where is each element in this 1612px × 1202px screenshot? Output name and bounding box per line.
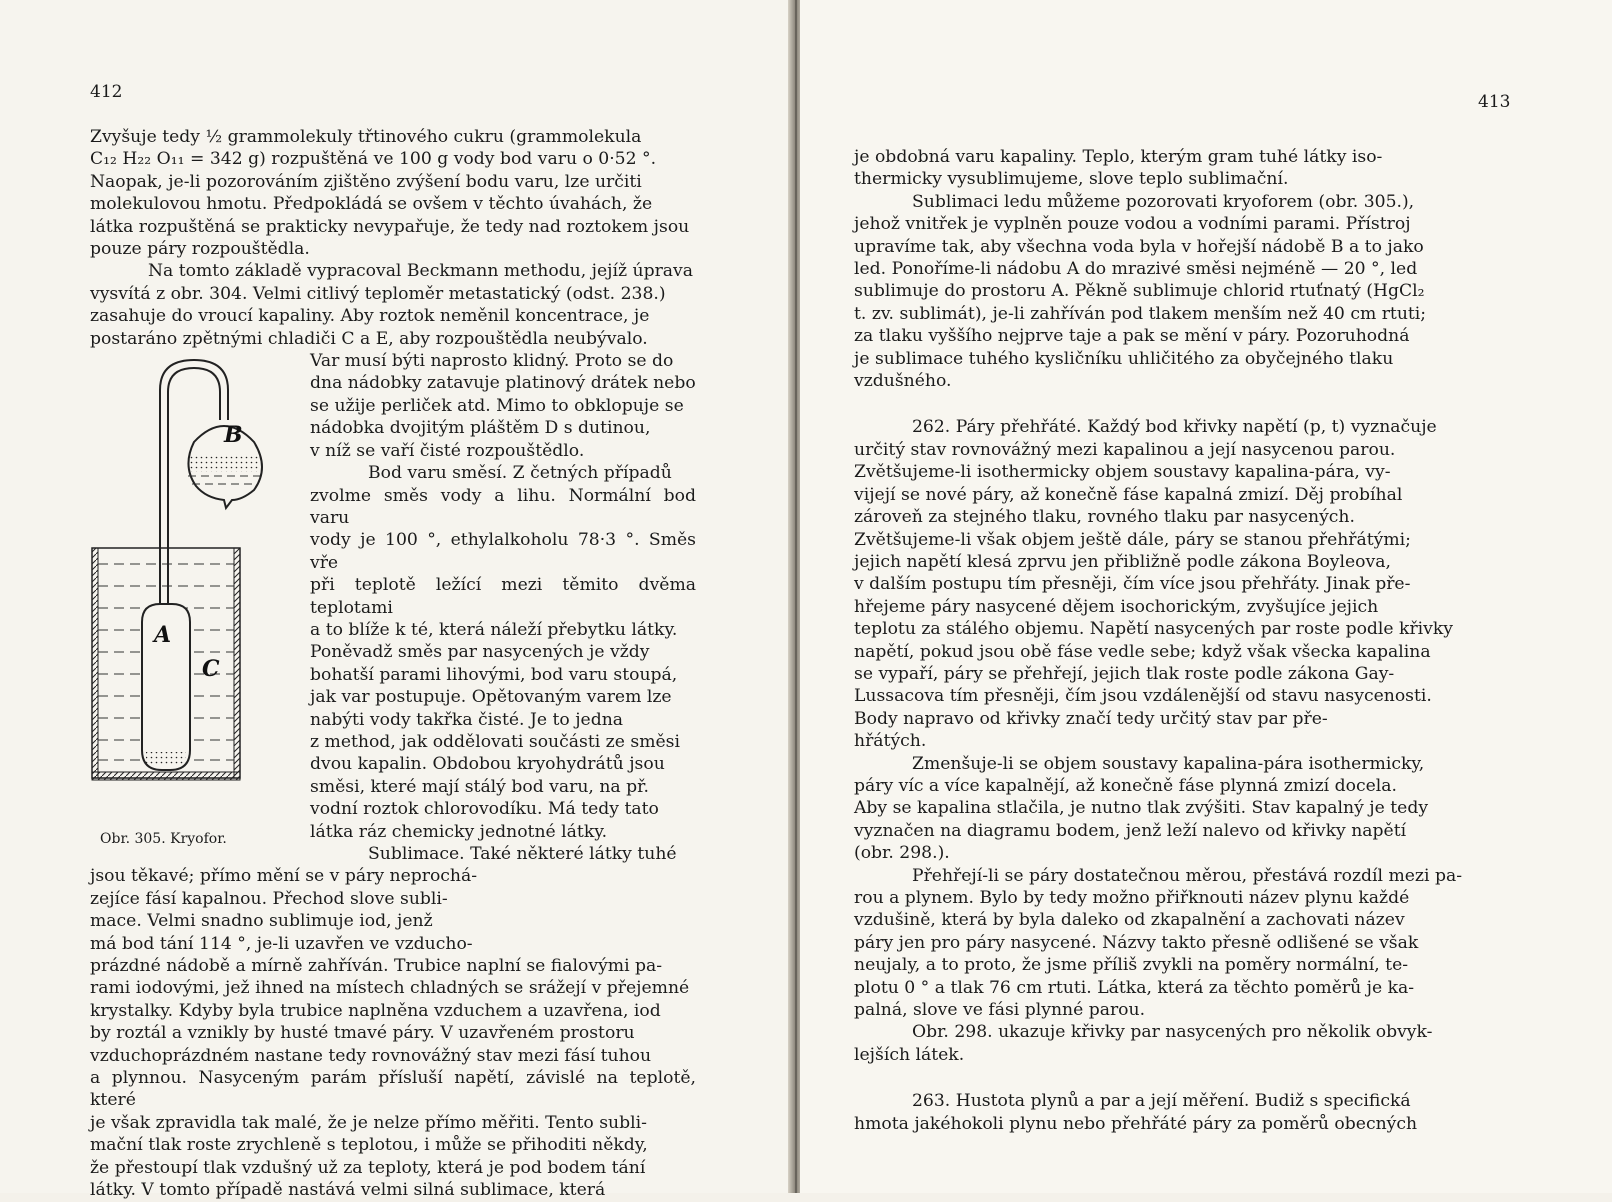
text-line: látka rozpuštěná se prakticky nevypařuje, že tedy nad roztokem jsou xyxy=(90,216,690,237)
text-line: nádobka dvojitým pláštěm D s dutinou, xyxy=(310,418,651,439)
text-line: a plynnou. Nasyceným parám přísluší napětí, závislé na teplotě, které xyxy=(90,1068,696,1111)
text-line: že přestoupí tlak vzdušný už za teploty, která je pod bodem tání xyxy=(90,1157,646,1178)
text-line: teplotu za stálého objemu. Napětí nasycených par roste podle křivky xyxy=(854,619,1454,640)
text-line: led. Ponoříme-li nádobu A do mrazivé směsi nejméně — 20 °, led xyxy=(854,259,1418,280)
figure-caption: Obr. 305. Kryofor. xyxy=(100,831,227,848)
text-line: Lussacova tím přesněji, čím jsou vzdálenější od stavu nasycenosti. xyxy=(854,686,1432,707)
right-page xyxy=(800,0,1612,1193)
text-line: je obdobná varu kapaliny. Teplo, kterým gram tuhé látky iso- xyxy=(854,147,1383,167)
text-line: Zmenšuje-li se objem soustavy kapalina-pára isothermicky, xyxy=(912,753,1425,774)
text-line: mační tlak roste zrychleně s teplotou, i může se přihoditi někdy, xyxy=(90,1135,648,1156)
text-line: C₁₂ H₂₂ O₁₁ = 342 g) rozpuštěná ve 100 g vody bod varu o 0·52 °. xyxy=(90,149,657,170)
text-line: Zvyšuje tedy ½ grammolekuly třtinového cukru (grammolekula xyxy=(90,127,642,147)
text-line: neujaly, a to proto, že jsme příliš zvykli na poměry normální, te- xyxy=(854,955,1409,976)
text-line: (obr. 298.). xyxy=(854,843,950,864)
kryofor-illustration xyxy=(84,350,300,820)
text-line: Poněvadž směs par nasycených je vždy xyxy=(310,642,650,663)
text-line: zasahuje do vroucí kapaliny. Aby roztok neměnil koncentrace, je xyxy=(90,306,650,327)
text-line: molekulovou hmotu. Předpokládá se ovšem v těchto úvahách, že xyxy=(90,194,653,215)
text-line: látka ráz chemicky jednotné látky. xyxy=(310,821,608,842)
label-b: B xyxy=(224,422,243,449)
text-line: prázdné nádobě a mírně zahříván. Trubice naplní se fialovými pa- xyxy=(90,956,663,977)
text-line: zejíce fásí kapalnou. Přechod slove subli- xyxy=(90,888,448,909)
text-line: vijejí se nové páry, až konečně fáse kapalná zmizí. Děj probíhal xyxy=(854,484,1403,505)
right-text xyxy=(854,146,1462,1135)
label-c: C xyxy=(202,656,220,683)
text-line: za tlaku vyššího nejprve taje a pak se mění v páry. Pozoruhodná xyxy=(854,326,1410,347)
text-line: je sublimace tuhého kysličníku uhličitého za obyčejného tlaku xyxy=(854,348,1394,369)
text-line: Aby se kapalina stlačila, je nutno tlak zvýšiti. Stav kapalný je tedy xyxy=(854,798,1429,819)
text-line: je však zpravidla tak malé, že je nelze přímo měřiti. Tento subli- xyxy=(90,1112,647,1133)
text-line: při teplotě ležící mezi těmito dvěma teplotami xyxy=(310,575,696,618)
text-line: Var musí býti naprosto klidný. Proto se do xyxy=(310,351,674,372)
text-line: se vypaří, páry se přehřejí, jejich tlak roste podle zákona Gay- xyxy=(854,663,1395,684)
text-line: rami iodovými, jež ihned na místech chladných se srážejí v přejemné xyxy=(90,978,690,999)
text-line: plotu 0 ° a tlak 76 cm rtuti. Látka, která za těchto poměrů je ka- xyxy=(854,977,1415,998)
text-line: vzduchoprázdném nastane tedy rovnovážný stav mezi fásí tuhou xyxy=(90,1045,652,1066)
text-line: by roztál a vznikly by husté tmavé páry. V uzavřeném prostoru xyxy=(90,1023,635,1044)
text-line: hmota jakéhokoli plynu nebo přehřáté páry za poměrů obecných xyxy=(854,1113,1418,1134)
text-line: nabýti vody takřka čisté. Je to jedna xyxy=(310,709,624,730)
text-line: jehož vnitřek je vyplněn pouze vodou a vodními parami. Přístroj xyxy=(854,214,1411,235)
text-line: Na tomto základě vypracoval Beckmann methodu, jejíž úprava xyxy=(148,261,694,282)
text-line: a to blíže k té, která náleží přebytku látky. xyxy=(310,619,678,640)
text-line: v dalším postupu tím přesněji, čím více jsou přehřáty. Jinak pře- xyxy=(854,574,1411,595)
text-line: zvolme směs vody a lihu. Normální bod varu xyxy=(310,485,696,528)
text-line: Sublimace. Také některé látky tuhé xyxy=(368,844,677,864)
text-line: látky. V tomto případě nastává velmi silná sublimace, která xyxy=(90,1180,606,1201)
text-line: v níž se vaří čisté rozpouštědlo. xyxy=(310,440,585,461)
text-line: Zvětšujeme-li však objem ještě dále, páry se stanou přehřátými; xyxy=(854,529,1411,550)
text-line: napětí, pokud jsou obě fáse vedle sebe; když však všecka kapalina xyxy=(854,641,1431,662)
text-line: sublimuje do prostoru A. Pěkně sublimuje chlorid rtuťnatý (HgCl₂ xyxy=(854,281,1425,302)
text-line: páry víc a více kapalnějí, až konečně fáse plynná zmizí docela. xyxy=(854,775,1397,796)
left-page xyxy=(0,0,792,1201)
text-line: směsi, které mají stálý bod varu, na př. xyxy=(310,776,649,797)
text-line: upravíme tak, aby všechna voda byla v hořejší nádobě B a to jako xyxy=(854,236,1424,257)
text-line: vysvítá z obr. 304. Velmi citlivý teploměr metastatický (odst. 238.) xyxy=(90,283,666,304)
text-line: vyznačen na diagramu bodem, jenž leží nalevo od křivky napětí xyxy=(854,820,1407,841)
label-a: A xyxy=(154,622,172,649)
text-line: Sublimaci ledu můžeme pozorovati kryoforem (obr. 305.), xyxy=(912,191,1415,212)
text-line: Obr. 298. ukazuje křivky par nasycených pro několik obvyk- xyxy=(912,1022,1433,1043)
text-line: z method, jak oddělovati součásti ze směsi xyxy=(310,731,680,752)
text-line: hřátých. xyxy=(854,731,927,752)
text-line: vzdušného. xyxy=(854,371,952,392)
text-line: zároveň za stejného tlaku, rovného tlaku par nasycených. xyxy=(854,507,1355,528)
text-line: pouze páry rozpouštědla. xyxy=(90,239,310,260)
page-number: 413 xyxy=(1478,92,1511,112)
text-line: Bod varu směsí. Z četných případů xyxy=(368,463,672,484)
section-263-heading: 263. Hustota plynů a par a její měření. Budiž s specifická xyxy=(912,1091,1411,1112)
text-line: thermicky vysublimujeme, slove teplo sublimační. xyxy=(854,169,1289,190)
left-text xyxy=(90,126,696,1202)
text-line: palná, slove ve fási plynné parou. xyxy=(854,1000,1146,1021)
text-line: Body napravo od křivky značí tedy určitý stav par pře- xyxy=(854,708,1328,729)
text-line: hřejeme páry nasycené dějem isochorickým, zvyšujíce jejich xyxy=(854,596,1379,617)
text-line: jsou těkavé; přímo mění se v páry neprochá- xyxy=(90,866,478,887)
text-line: t. zv. sublimát), je-li zahříván pod tlakem menším než 40 cm rtuti; xyxy=(854,303,1427,324)
text-line: dvou kapalin. Obdobou kryohydrátů jsou xyxy=(310,754,665,775)
text-line: postaráno zpětnými chladiči C a E, aby rozpouštědla neubývalo. xyxy=(90,328,648,349)
text-line: Zvětšujeme-li isothermicky objem soustavy kapalina-pára, vy- xyxy=(854,462,1391,483)
text-line: dna nádobky zatavuje platinový drátek nebo xyxy=(310,373,696,394)
section-262-heading: 262. Páry přehřáté. Každý bod křivky napětí (p, t) vyznačuje xyxy=(912,417,1437,438)
text-line: mace. Velmi snadno sublimuje iod, jenž xyxy=(90,911,433,932)
page-number: 412 xyxy=(90,82,123,102)
text-line: vody je 100 °, ethylalkoholu 78·3 °. Směs vře xyxy=(310,530,696,573)
text-line: jejich napětí klesá zprvu jen přibližně podle zákona Boyleova, xyxy=(854,551,1391,572)
text-line: lejších látek. xyxy=(854,1044,965,1065)
text-line: se užije perliček atd. Mimo to obklopuje se xyxy=(310,395,684,416)
text-line: páry jen pro páry nasycené. Názvy takto přesně odlišené se však xyxy=(854,932,1419,953)
text-line: jak var postupuje. Opětovaným varem lze xyxy=(310,687,672,708)
text-line: vodní roztok chlorovodíku. Má tedy tato xyxy=(310,799,659,820)
figure-kryofor xyxy=(90,350,300,856)
text-line: Přehřejí-li se páry dostatečnou měrou, přestává rozdíl mezi pa- xyxy=(912,865,1463,886)
text-line: určitý stav rovnovážný mezi kapalinou a její nasycenou parou. xyxy=(854,439,1396,460)
text-line: krystalky. Kdyby byla trubice naplněna vzduchem a uzavřena, iod xyxy=(90,1000,661,1021)
text-line: rou a plynem. Bylo by tedy možno přiřknouti název plynu každé xyxy=(854,888,1410,908)
text-line: má bod tání 114 °, je-li uzavřen ve vzducho- xyxy=(90,933,473,954)
text-line: bohatší parami lihovými, bod varu stoupá, xyxy=(310,664,678,685)
text-line: vzdušině, která by byla daleko od zkapalnění a zachovati název xyxy=(854,910,1405,931)
text-line: Naopak, je-li pozorováním zjištěno zvýšení bodu varu, lze určiti xyxy=(90,171,642,192)
